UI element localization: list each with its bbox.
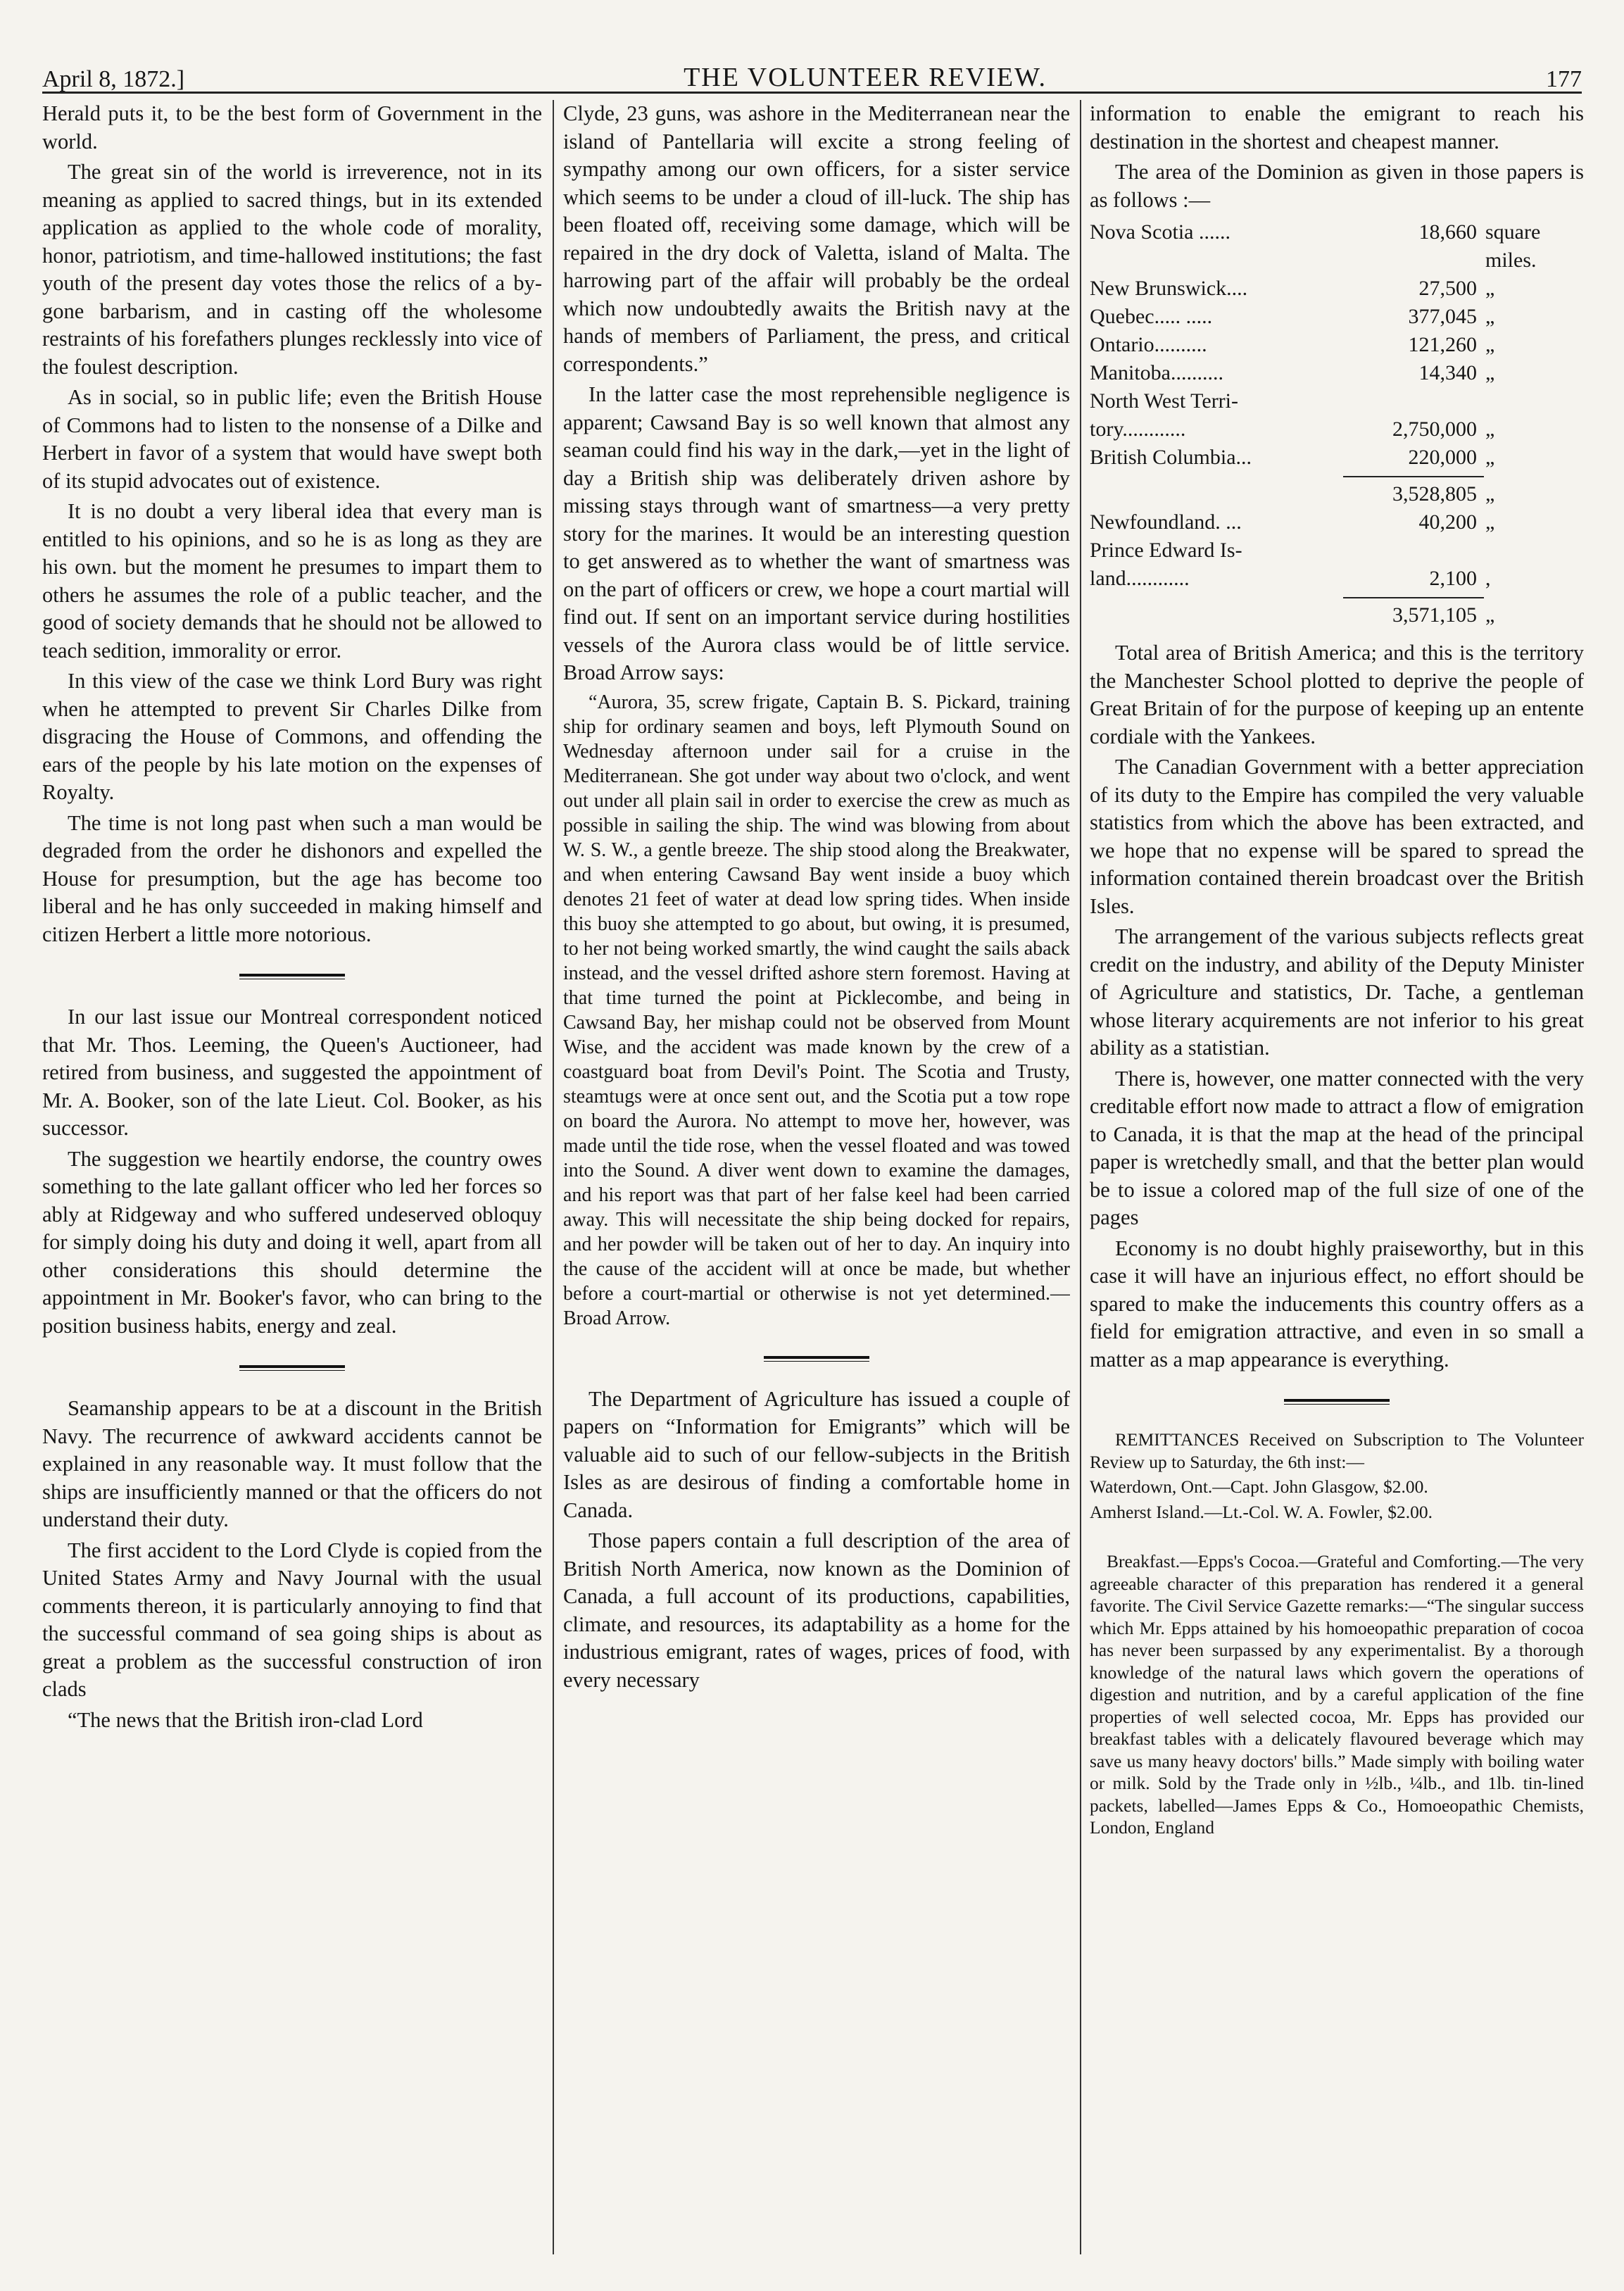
area-unit: „ [1485,446,1495,469]
total-row [1090,601,1584,629]
area-name: New Brunswick.... [1090,277,1248,300]
total-unit: „ [1485,603,1495,627]
area-name: Newfoundland. ... [1090,510,1242,534]
area-value: 27,500 [1418,277,1477,300]
total-value: 3,571,105 [1392,603,1477,627]
paragraph: The suggestion we heartily endorse, the country owes something to the late gallant officer who led her forces so ably at Ridgeway and who suffered undeserved obloquy for simply doing his duty and doing it well, apart from all other considerations this should determine the appointment in Mr. Booker's favor, who can bring to the position business habits, energy and zeal. [42,1146,542,1338]
area-unit: „ [1485,418,1495,441]
column-2 [563,100,1070,2261]
page-number: 177 [1545,66,1582,92]
remittance-entry: Waterdown, Ont.—Capt. John Glasgow, $2.00. [1090,1476,1428,1497]
area-table [1090,218,1584,629]
paragraph: Clyde, 23 guns, was ashore in the Mediterranean near the island of Pantellaria will excite a strong feeling of sympathy among our own officers, for a sister service which seems to be under a cloud of ill-luck. The ship has been floated off, receiving some damage, which will be repaired in the dry dock of Valetta, island of Malta. The harrowing part of the affair will probably be the ordeal which now undoubtedly awaits the British navy at the hands of members of Parliament, the press, and critical correspondents.” [563,101,1070,376]
newspaper-title: THE VOLUNTEER REVIEW. [684,63,1047,92]
area-unit: „ [1485,305,1495,328]
paragraph: “The news that the British iron-clad Lord [68,1707,423,1732]
area-value [1329,387,1477,415]
area-name: tory............ [1090,418,1186,441]
remittances-heading: REMITTANCES Received on Subscription to The Volunteer Review up to Saturday, the 6th inst:— [1090,1429,1584,1472]
column-1 [42,100,542,2261]
sum-rule [1343,476,1484,477]
area-row [1090,565,1584,593]
subtotal-value: 3,528,805 [1392,482,1477,506]
subtotal-row [1090,480,1584,508]
area-unit: square miles. [1485,220,1541,272]
column-rule-2 [1080,100,1081,2254]
sum-rule [1343,597,1484,598]
paragraph: The Canadian Government with a better appreciation of its duty to the Empire has compiled the very valuable statistics from which the above has been extracted, and we hope that no expense will be spared to spread the information contained therein broadcast over the British Isles. [1090,755,1584,918]
masthead [42,44,1582,93]
header-rule [42,92,1582,94]
column-3 [1090,100,1584,2261]
paragraph: In this view of the case we think Lord Bury was right when he attempted to prevent Sir Charles Dilke from disgracing the House of Commons, and offending the ears of the people by his late motion on the expenses of Royalty. [42,669,542,804]
area-row [1090,359,1584,387]
area-name: Prince Edward Is- [1090,539,1242,562]
area-row [1090,303,1584,331]
area-value: 14,340 [1418,361,1477,384]
paragraph: The arrangement of the various subjects reflects great credit on the industry, and ability of the Deputy Minister of Agriculture and statistics, Dr. Tache, a gentleman whose literary acquirements are not inferior to his great ability as a statistian. [1090,924,1584,1060]
paragraph: It is no doubt a very liberal idea that every man is entitled to his opinions, and so he is as long as they are his own. but the moment he presumes to impart them to others he assumes the role of a public teacher, and the good of society demands that he should not be allowed to teach sedition, immorality or error. [42,499,542,663]
area-row [1090,444,1584,472]
section-separator [764,1356,869,1362]
area-value: 121,260 [1408,333,1477,356]
area-name: Quebec..... ..... [1090,305,1213,328]
area-unit [1477,387,1584,415]
spacer [1090,480,1329,508]
area-unit: „ [1485,510,1495,534]
paragraph: In the latter case the most reprehensible negligence is apparent; Cawsand Bay is so well known that almost any seaman could find his way in the dark,—yet in the light of day a British ship was deliberately driven ashore by missing stays through want of smartness—a very pretty story for the marines. It would be an interesting question to get answered as to whether the want of smartness was on the part of officers or crew, we hope a court martial will find out. If sent on an important service during hostilities vessels of the Aurora class would be of little service. Broad Arrow says: [563,382,1070,684]
area-name: land............ [1090,567,1190,590]
area-unit: , [1485,567,1491,590]
area-name: North West Terri- [1090,389,1238,413]
area-unit: „ [1485,361,1495,384]
paragraph: Economy is no doubt highly praiseworthy, but in this case it will have an injurious effect, no effort should be spared to make the inducements this country offers as a field for emigration attractive, and even in so small a matter as a map appearance is everything. [1090,1236,1584,1372]
area-value: 2,100 [1429,567,1477,590]
spacer [1090,601,1329,629]
paragraph: The great sin of the world is irreverence, not in its meaning as applied to sacred things, but in its extended application as applied to the whole code of morality, honor, patriotism, and time-hallowed institutions; the fast youth of the present day votes those the relics of a by-gone barbarism, and in casting off the wholesome restraints of his forefathers plunges recklessly into vice of the foulest description. [42,160,542,379]
section-separator [1284,1399,1390,1405]
paragraph: The Department of Agriculture has issued a couple of papers on “Information for Emigrants” which will be valuable aid to such of our fellow-subjects in the British Isles as are desirous of finding a comfortable home in Canada. [563,1386,1070,1522]
paragraph: In our last issue our Montreal correspondent noticed that Mr. Thos. Leeming, the Queen's Auctioneer, had retired from business, and suggested the appointment of Mr. A. Booker, son of the late Lieut. Col. Booker, as his successor. [42,1005,542,1140]
paragraph: Herald puts it, to be the best form of Government in the world. [42,101,542,153]
area-unit: „ [1485,277,1495,300]
area-row [1090,415,1584,444]
subtotal-unit: „ [1485,482,1495,506]
area-value: 40,200 [1418,510,1477,534]
area-value: 2,750,000 [1392,418,1477,441]
paragraph: Seamanship appears to be at a discount in the British Navy. The recurrence of awkward accidents cannot be explained in any reasonable way. It must follow that the ships are insufficiently manned or that the officers do not understand their duty. [42,1396,542,1531]
paragraph: information to enable the emigrant to reach his destination in the shortest and cheapest manner. [1090,101,1584,153]
quoted-report: “Aurora, 35, screw frigate, Captain B. S. Pickard, training ship for ordinary seamen and boys, left Plymouth Sound on Wednesday afternoon under sail for a cruise in the Mediterranean. She got under way about two o'clock, and went out under all plain sail in order to exercise the crew as much as possible in sailing the ship. The wind was blowing from about W. S. W., a gentle breeze. The ship stood along the Breakwater, and when entering Cawsand Bay went inside a buoy which denotes 21 feet of water at dead low spring tides. When inside this buoy she attempted to go about, but owing, it is presumed, to her not being worked smartly, the wind caught the sails aback instead, and the vessel drifted ashore stern foremost. Having at that time turned the point at Picklecombe, and being in Cawsand Bay, her mishap could not be observed from Mount Wise, and the accident was made known by the crew of a coastguard boat from Devil's Point. The Scotia and Trusty, steamtugs were at once sent out, and the Scotia put a tow rope on board the Aurora. No attempt to move her, however, was made until the tide rose, when the vessel floated and was towed into the Sound. A diver went down to examine the damages, and his report was that part of her false keel had been carried away. This will necessitate the ship being docked for repairs, and her powder will be taken out of her to day. An inquiry into the cause of the accident will at once be made, but whether before a court-martial or otherwise is not yet determined.—Broad Arrow. [563,691,1070,1329]
paragraph: The first accident to the Lord Clyde is copied from the United States Army and Navy Journal with the usual comments thereon, it is particularly annoying to find that the successful command of sea going ships is about as great a problem as the successful construction of iron clads [42,1538,542,1701]
cocoa-advertisement: Breakfast.—Epps's Cocoa.—Grateful and Comforting.—The very agreeable character of this preparation has rendered it a general favorite. The Civil Service Gazette remarks:—“The singular success which Mr. Epps attained by his homoeopathic preparation of cocoa has never been surpassed by any experimentalist. By a thorough knowledge of the natural laws which govern the operations of digestion and nutrition, and by a careful application of the fine properties of well selected cocoa, Mr. Epps has provided our breakfast tables with a delicately flavoured beverage which may save us many heavy doctors' bills.” Made simply with boiling water or milk. Sold by the Trade only in ½lb., ¼lb., and 1lb. tin-lined packets, labelled—James Epps & Co., Homoeopathic Chemists, London, England [1090,1551,1584,1838]
area-name: Nova Scotia ...... [1090,220,1230,244]
area-row [1090,508,1584,536]
area-row [1090,536,1584,565]
paragraph: Total area of British America; and this is the territory the Manchester School plotted to deprive the people of Great Britain of for the purpose of keeping up an entente cordiale with the Yankees. [1090,641,1584,748]
paragraph: There is, however, one matter connected with the very creditable effort now made to attract a flow of emigration to Canada, it is that the map at the head of the principal paper is wretchedly small, and that the better plan would be to issue a colored map of the full size of one of the pages [1090,1066,1584,1229]
section-separator [239,1365,345,1371]
area-value: 220,000 [1408,446,1477,469]
remittance-entry: Amherst Island.—Lt.-Col. W. A. Fowler, $2.00. [1090,1501,1433,1522]
area-unit [1477,536,1584,565]
paragraph: Those papers contain a full description of the area of British North America, now known as the Dominion of Canada, a full account of its productions, capabilities, climate, and resources, its adaptability as a home for the industrious emigrant, rates of wages, prices of food, with every necessary [563,1529,1070,1692]
area-name: British Columbia... [1090,446,1252,469]
paragraph: The area of the Dominion as given in those papers is as follows :— [1090,160,1584,212]
area-row [1090,387,1584,415]
paragraph: The time is not long past when such a man would be degraded from the order he dishonors and expelled the House for presumption, but the age has become too liberal and he has only succeeded in making himself and citizen Herbert a little more notorious. [42,810,542,946]
area-row [1090,218,1584,275]
paragraph: As in social, so in public life; even the British House of Commons had to listen to the nonsense of a Dilke and Herbert in favor of a system that would have swept both of its stupid advocates out of existence. [42,385,542,493]
area-value: 377,045 [1408,305,1477,328]
area-value: 18,660 [1418,220,1477,244]
area-row [1090,331,1584,359]
area-name: Ontario.......... [1090,333,1207,356]
column-rule-1 [553,100,554,2254]
area-value [1329,536,1477,565]
issue-date: April 8, 1872.] [42,66,185,92]
area-name: Manitoba.......... [1090,361,1223,384]
section-separator [239,974,345,979]
area-row [1090,275,1584,303]
area-unit: „ [1485,333,1495,356]
